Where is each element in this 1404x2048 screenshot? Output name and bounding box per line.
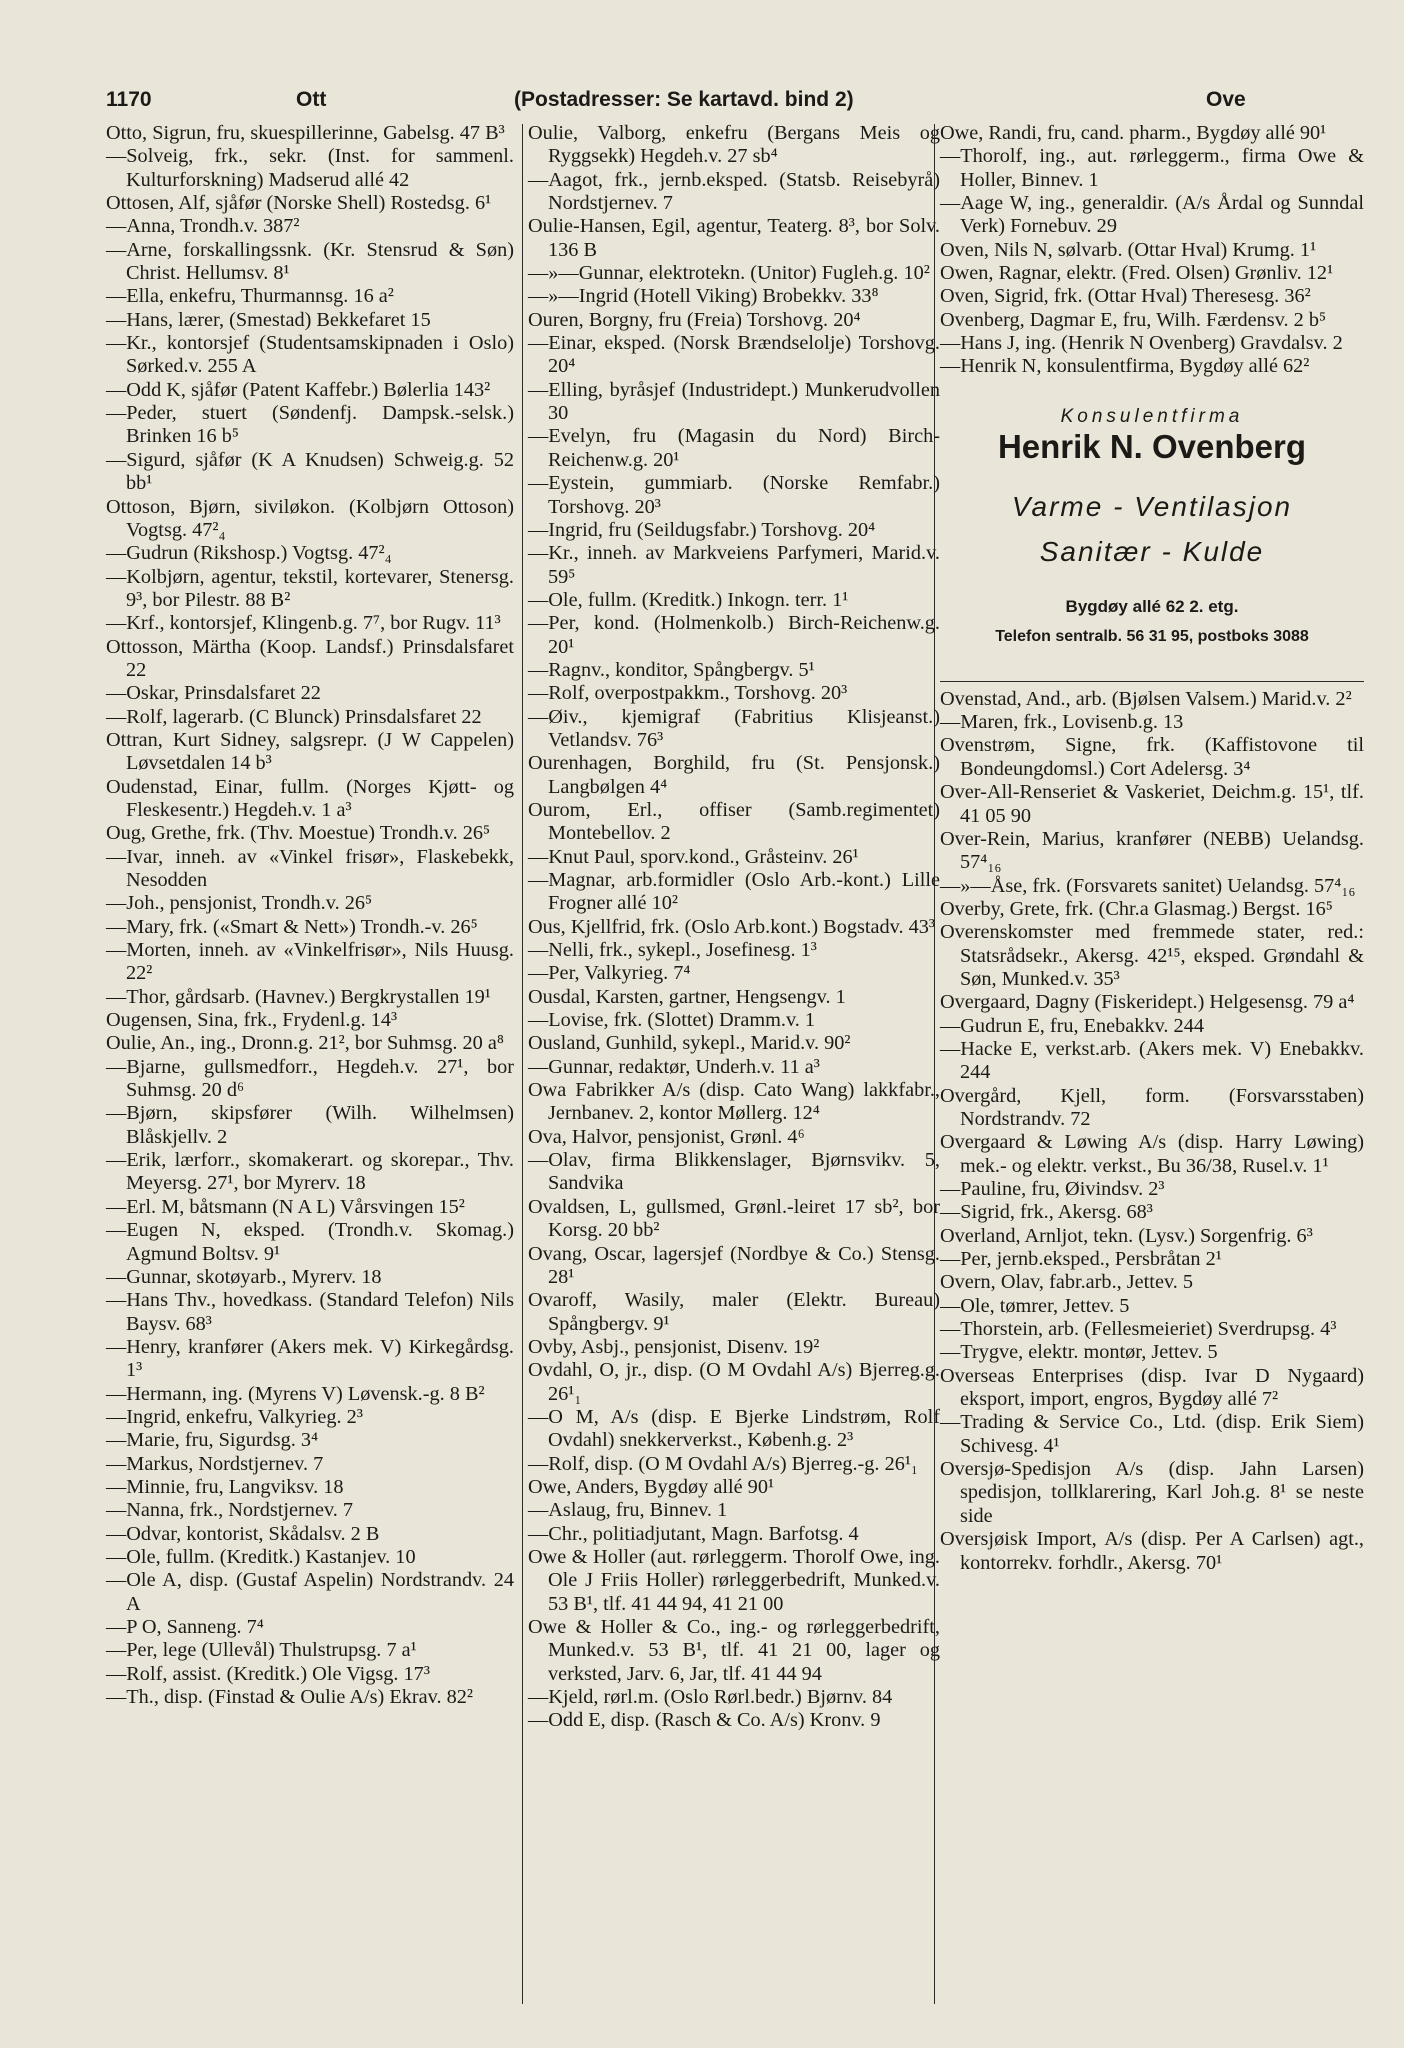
- directory-entry: —Ole, fullm. (Kreditk.) Kastanjev. 10: [106, 1545, 416, 1568]
- directory-entry: —Rolf, overpostpakkm., Torshovg. 20³: [528, 682, 848, 705]
- ad-company-name: Henrik N. Ovenberg: [997, 427, 1307, 465]
- directory-entry: —Eugen N, eksped. (Trondh.v. Skomag.) Agmund Boltsv. 9¹: [106, 1219, 514, 1265]
- directory-entry: —Ella, enkefru, Thurmannsg. 16 a²: [106, 285, 394, 308]
- directory-entry: —Aage W, ing., generaldir. (A/s Årdal og Sunndal Verk) Fornebuv. 29: [940, 192, 1364, 238]
- directory-entry: Oven, Nils N, sølvarb. (Ottar Hval) Krumg. 1¹: [940, 238, 1317, 261]
- directory-entry: —Kolbjørn, agentur, tekstil, kortevarer, Stenersg. 9³, bor Pilestr. 88 B²: [106, 565, 514, 611]
- directory-entry: Oven, Sigrid, frk. (Ottar Hval) Theresesg. 36²: [940, 285, 1311, 308]
- directory-entry: —Elling, byråsjef (Industridept.) Munkerudvollen 30: [528, 378, 940, 425]
- directory-entry: —Morten, inneh. av «Vinkelfrisør», Nils Huusg. 22²: [106, 939, 514, 985]
- directory-entry: Ous, Kjellfrid, frk. (Oslo Arb.kont.) Bogstadv. 43³: [528, 915, 935, 938]
- directory-entry: Ova, Halvor, pensjonist, Grønl. 4⁶: [528, 1125, 805, 1148]
- directory-entry: —P O, Sanneng. 7⁴: [106, 1616, 264, 1638]
- directory-entry: Oulie, An., ing., Dronn.g. 21², bor Suhmsg. 20 a⁸: [106, 1032, 504, 1055]
- directory-entry: —Knut Paul, sporv.kond., Gråsteinv. 26¹: [528, 845, 859, 868]
- directory-entry: —Eystein, gummiarb. (Norske Remfabr.) Torshovg. 20³: [528, 472, 940, 518]
- column-2: [528, 122, 940, 1733]
- header-note: (Postadresser: Se kartavd. bind 2): [514, 88, 854, 111]
- directory-entry: —Thorstein, arb. (Fellesmeieriet) Sverdrupsg. 4³: [940, 1318, 1337, 1341]
- directory-entry: —»—Ingrid (Hotell Viking) Brobekkv. 33⁸: [528, 285, 879, 308]
- directory-entry: —Rolf, lagerarb. (C Blunck) Prinsdalsfaret 22: [106, 705, 482, 728]
- directory-entry: —Joh., pensjonist, Trondh.v. 26⁵: [106, 892, 373, 915]
- directory-entry: —Kr., kontorsjef (Studentsamskipnaden i Oslo) Sørked.v. 255 A: [106, 332, 514, 378]
- directory-entry: Ovenstrøm, Signe, frk. (Kaffistovone til Bondeungdomsl.) Cort Adelersg. 3⁴: [940, 734, 1364, 780]
- directory-entry: Overby, Grete, frk. (Chr.a Glasmag.) Bergst. 16⁵: [940, 897, 1333, 920]
- entry-columns: [106, 122, 1374, 2022]
- directory-entry: —Per, kond. (Holmenkolb.) Birch-Reichenw.g. 20¹: [528, 612, 940, 658]
- directory-entry: —Kr., inneh. av Markveiens Parfymeri, Marid.v. 59⁵: [528, 542, 940, 588]
- directory-entry: Owen, Ragnar, elektr. (Fred. Olsen) Grønliv. 12¹: [940, 262, 1334, 285]
- column-3-bottom-entries: [940, 688, 1364, 1575]
- directory-entry: Overland, Arnljot, tekn. (Lysv.) Sorgenfrig. 6³: [940, 1224, 1313, 1247]
- directory-entry: —Sigrid, frk., Akersg. 68³: [940, 1201, 1153, 1224]
- ad-phone: Telefon sentralb. 56 31 95, postboks 3088: [995, 627, 1309, 645]
- directory-entry: —Erl. M, båtsmann (N A L) Vårsvingen 15²: [106, 1195, 465, 1218]
- directory-entry: —Thor, gårdsarb. (Havnev.) Bergkrystallen 19¹: [106, 985, 491, 1008]
- directory-entry: —Ingrid, enkefru, Valkyrieg. 2³: [106, 1405, 363, 1428]
- directory-entry: —Rolf, assist. (Kreditk.) Ole Vigsg. 17³: [106, 1662, 430, 1685]
- ad-services-line-1: Varme - Ventilasjon: [1011, 490, 1293, 522]
- directory-entry: Ovdahl, O, jr., disp. (O M Ovdahl A/s) Bjerreg.g. 26¹₁: [528, 1359, 940, 1405]
- directory-entry: —Lovise, frk. (Slottet) Dramm.v. 1: [528, 1009, 816, 1032]
- directory-entry: —Peder, stuert (Søndenfj. Dampsk.-selsk.) Brinken 16 b⁵: [106, 402, 514, 448]
- directory-entry: —Per, jernb.eksped., Persbråtan 2¹: [940, 1248, 1222, 1271]
- directory-entry: Overenskomster med fremmede stater, red.: Statsrådsekr., Akersg. 42¹⁵, eksped. Grøndahl & Søn, Munked.v. 35³: [940, 921, 1364, 990]
- directory-entry: Ovaroff, Wasily, maler (Elektr. Bureau) Spångbergv. 9¹: [528, 1289, 940, 1335]
- directory-entry: Over-All-Renseriet & Vaskeriet, Deichm.g. 15¹, tlf. 41 05 90: [940, 781, 1364, 827]
- directory-entry: —Gudrun E, fru, Enebakkv. 244: [940, 1014, 1204, 1037]
- directory-entry: Owe, Anders, Bygdøy allé 90¹: [528, 1475, 775, 1498]
- directory-entry: Overgård, Kjell, form. (Forsvarsstaben) Nordstrandv. 72: [940, 1084, 1364, 1130]
- directory-entry: Ottosson, Märtha (Koop. Landsf.) Prinsdalsfaret 22: [106, 635, 514, 681]
- directory-entry: Otto, Sigrun, fru, skuespillerinne, Gabelsg. 47 B³: [106, 122, 505, 144]
- directory-entry: —Marie, fru, Sigurdsg. 3⁴: [106, 1429, 319, 1452]
- directory-entry: —Chr., politiadjutant, Magn. Barfotsg. 4: [528, 1522, 859, 1545]
- directory-entry: —Hans J, ing. (Henrik N Ovenberg) Gravdalsv. 2: [940, 332, 1343, 355]
- directory-entry: —Ole, tømrer, Jettev. 5: [940, 1294, 1130, 1317]
- directory-entry: —O M, A/s (disp. E Bjerke Lindstrøm, Rolf Ovdahl) snekkerverkst., Københ.g. 2³: [528, 1405, 940, 1452]
- directory-entry: —Rolf, disp. (O M Ovdahl A/s) Bjerreg.-g. 26¹₁: [528, 1452, 919, 1475]
- directory-entry: —Øiv., kjemigraf (Fabritius Klisjeanst.) Vetlandsv. 76³: [528, 705, 940, 751]
- directory-entry: Oversjø-Spedisjon A/s (disp. Jahn Larsen) spedisjon, tollklarering, Karl Joh.g. 8¹ se neste side: [940, 1458, 1364, 1527]
- directory-entry: —Nanna, frk., Nordstjernev. 7: [106, 1499, 354, 1522]
- directory-entry: —Ivar, inneh. av «Vinkel frisør», Flaskebekk, Nesodden: [106, 845, 514, 891]
- directory-entry: —Oskar, Prinsdalsfaret 22: [106, 682, 321, 705]
- directory-entry: —Maren, frk., Lovisenb.g. 13: [940, 711, 1184, 734]
- directory-entry: Ousdal, Karsten, gartner, Hengsengv. 1: [528, 985, 846, 1008]
- directory-entry: Oulie-Hansen, Egil, agentur, Teaterg. 8³, bor Solv. 136 B: [528, 215, 940, 261]
- directory-entry: —Sigurd, sjåfør (K A Knudsen) Schweig.g. 52 bb¹: [106, 448, 514, 495]
- directory-entry: —Olav, firma Blikkenslager, Bjørnsvikv. 5, Sandvika: [528, 1149, 940, 1195]
- directory-entry: —Ingrid, fru (Seildugsfabr.) Torshovg. 20⁴: [528, 518, 876, 541]
- directory-entry: —Gunnar, redaktør, Underh.v. 11 a³: [528, 1055, 820, 1078]
- directory-entry: —Ole, fullm. (Kreditk.) Inkogn. terr. 1¹: [528, 588, 849, 611]
- directory-entry: Ovaldsen, L, gullsmed, Grønl.-leiret 17 sb², bor Korsg. 20 bb²: [528, 1195, 940, 1242]
- directory-entry: Ottran, Kurt Sidney, salgsrepr. (J W Cappelen) Løvsetdalen 14 b³: [106, 728, 514, 775]
- directory-entry: —Trading & Service Co., Ltd. (disp. Erik Siem) Schivesg. 4¹: [940, 1411, 1364, 1457]
- column-3-top-entries: [940, 122, 1364, 379]
- directory-entry: Ovang, Oscar, lagersjef (Nordbye & Co.) Stensg. 28¹: [528, 1242, 940, 1288]
- directory-entry: —Pauline, fru, Øivindsv. 2³: [940, 1178, 1165, 1200]
- directory-entry: Ousland, Gunhild, sykepl., Marid.v. 90²: [528, 1032, 851, 1055]
- directory-entry: —Markus, Nordstjernev. 7: [106, 1452, 324, 1475]
- column-divider: [522, 124, 523, 2004]
- directory-entry: —Einar, eksped. (Norsk Brændselolje) Torshovg. 20⁴: [528, 332, 940, 378]
- directory-entry: Owe, Randi, fru, cand. pharm., Bygdøy allé 90¹: [940, 122, 1327, 144]
- directory-entry: —Gunnar, skotøyarb., Myrerv. 18: [106, 1265, 382, 1288]
- directory-entry: —Ragnv., konditor, Spångbergv. 5¹: [528, 658, 815, 681]
- directory-entry: —Hans Thv., hovedkass. (Standard Telefon) Nils Baysv. 68³: [106, 1289, 514, 1335]
- directory-entry: —Th., disp. (Finstad & Oulie A/s) Ekrav. 82²: [106, 1686, 473, 1709]
- directory-entry: —Mary, frk. («Smart & Nett») Trondh.-v. 26⁵: [106, 915, 478, 938]
- directory-entry: —Erik, lærforr., skomakerart. og skorepar., Thv. Meyersg. 27¹, bor Myrerv. 18: [106, 1149, 514, 1195]
- directory-entry: —Odvar, kontorist, Skådalsv. 2 B: [106, 1522, 380, 1545]
- directory-entry: —Odd E, disp. (Rasch & Co. A/s) Kronv. 9: [528, 1709, 881, 1732]
- directory-entry: Ourenhagen, Borghild, fru (St. Pensjonsk.) Langbølgen 4⁴: [528, 752, 940, 798]
- ad-address: Bygdøy allé 62 2. etg.: [1065, 596, 1239, 616]
- directory-entry: —Ole A, disp. (Gustaf Aspelin) Nordstrandv. 24 A: [106, 1569, 514, 1615]
- directory-entry: —Henrik N, konsulentfirma, Bygdøy allé 62²: [940, 355, 1310, 378]
- directory-entry: Ovenberg, Dagmar E, fru, Wilh. Færdensv. 2 b⁵: [940, 308, 1327, 331]
- directory-entry: Overgaard & Løwing A/s (disp. Harry Løwing) mek.- og elektr. verkst., Bu 36/38, Rusel.v. 1¹: [940, 1131, 1364, 1177]
- page-number: 1170: [106, 88, 152, 111]
- directory-entry: —Per, Valkyrieg. 7⁴: [528, 962, 691, 985]
- directory-entry: —Kjeld, rørl.m. (Oslo Rørl.bedr.) Bjørnv. 84: [528, 1686, 893, 1709]
- directory-entry: —Thorolf, ing., aut. rørleggerm., firma Owe & Holler, Binnev. 1: [940, 145, 1364, 191]
- directory-entry: Owa Fabrikker A/s (disp. Cato Wang) lakkfabr., Jernbanev. 2, kontor Møllerg. 12⁴: [528, 1079, 940, 1125]
- directory-entry: Owe & Holler (aut. rørleggerm. Thorolf Owe, ing. Ole J Friis Holler) rørleggerbedrift, Munked.v. 53 B¹, tlf. 41 44 94, 41 21 00: [528, 1545, 940, 1615]
- directory-entry: Ougensen, Sina, frk., Frydenl.g. 14³: [106, 1009, 398, 1032]
- directory-entry: Oulie, Valborg, enkefru (Bergans Meis og Ryggsekk) Hegdeh.v. 27 sb⁴: [528, 122, 940, 168]
- directory-entry: Ovby, Asbj., pensjonist, Disenv. 19²: [528, 1335, 820, 1358]
- directory-entry: —Hans, lærer, (Smestad) Bekkefaret 15: [106, 308, 431, 331]
- column-1: [106, 122, 514, 1709]
- directory-entry: —Anna, Trondh.v. 387²: [106, 215, 300, 238]
- left-guide-word: Ott: [296, 88, 327, 111]
- directory-entry: Overgaard, Dagny (Fiskeridept.) Helgesensg. 79 a⁴: [940, 991, 1355, 1014]
- directory-entry: —Solveig, frk., sekr. (Inst. for sammenl. Kulturforskning) Madserud allé 42: [106, 145, 514, 191]
- directory-entry: —Henry, kranfører (Akers mek. V) Kirkegårdsg. 1³: [106, 1335, 514, 1382]
- directory-entry: Ouren, Borgny, fru (Freia) Torshovg. 20⁴: [528, 308, 861, 331]
- directory-entry: —Bjørn, skipsfører (Wilh. Wilhelmsen) Blåskjellv. 2: [106, 1102, 514, 1148]
- directory-entry: —»—Gunnar, elektrotekn. (Unitor) Fugleh.g. 10²: [528, 262, 930, 285]
- directory-entry: —Odd K, sjåfør (Patent Kaffebr.) Bølerlia 143²: [106, 378, 491, 401]
- directory-entry: —Evelyn, fru (Magasin du Nord) Birch-Reichenw.g. 20¹: [528, 425, 940, 471]
- advertisement-box: [940, 395, 1364, 682]
- directory-entry: —Gudrun (Rikshosp.) Vogtsg. 47²₄: [106, 542, 392, 565]
- directory-entry: Owe & Holler & Co., ing.- og rørleggerbedrift, Munked.v. 53 B¹, tlf. 41 21 00, lager og verksted, Jarv. 6, Jar, tlf. 41 44 94: [528, 1616, 940, 1685]
- directory-entry: —Bjarne, gullsmedforr., Hegdeh.v. 27¹, bor Suhmsg. 20 d⁶: [106, 1055, 514, 1102]
- directory-entry: —Nelli, frk., sykepl., Josefinesg. 1³: [528, 939, 817, 962]
- column-3: [940, 122, 1364, 1575]
- directory-entry: Ottosen, Alf, sjåfør (Norske Shell) Rostedsg. 6¹: [106, 192, 492, 215]
- directory-entry: Ourom, Erl., offiser (Samb.regimentet) Montebellov. 2: [528, 798, 940, 845]
- directory-entry: Ovenstad, And., arb. (Bjølsen Valsem.) Marid.v. 2²: [940, 687, 1352, 710]
- directory-entry: Ottoson, Bjørn, siviløkon. (Kolbjørn Ottoson) Vogtsg. 47²₄: [106, 495, 514, 541]
- directory-entry: —Per, lege (Ullevål) Thulstrupsg. 7 a¹: [106, 1639, 417, 1662]
- page-header: [106, 88, 1374, 122]
- directory-entry: —Minnie, fru, Langviksv. 18: [106, 1475, 344, 1498]
- directory-entry: Overn, Olav, fabr.arb., Jettev. 5: [940, 1271, 1194, 1294]
- directory-entry: —Aslaug, fru, Binnev. 1: [528, 1499, 728, 1522]
- directory-entry: —Hermann, ing. (Myrens V) Løvensk.-g. 8 B²: [106, 1382, 485, 1405]
- ad-services-line-2: Sanitær - Kulde: [1039, 535, 1265, 567]
- directory-entry: Oudenstad, Einar, fullm. (Norges Kjøtt- og Fleskesentr.) Hegdeh.v. 1 a³: [106, 775, 514, 821]
- right-guide-word: Ove: [1206, 88, 1246, 111]
- directory-entry: —Hacke E, verkst.arb. (Akers mek. V) Enebakkv. 244: [940, 1037, 1364, 1084]
- directory-entry: —Aagot, frk., jernb.eksped. (Statsb. Reisebyrå) Nordstjernev. 7: [528, 168, 940, 215]
- directory-entry: —Arne, forskallingssnk. (Kr. Stensrud & Søn) Christ. Hellumsv. 8¹: [106, 238, 514, 285]
- directory-entry: Oversjøisk Import, A/s (disp. Per A Carlsen) agt., kontorrekv. forhdlr., Akersg. 70¹: [940, 1528, 1364, 1574]
- directory-entry: —Magnar, arb.formidler (Oslo Arb.-kont.) Lille Frogner allé 10²: [528, 869, 940, 915]
- directory-entry: Overseas Enterprises (disp. Ivar D Nygaard) eksport, import, engros, Bygdøy allé 7²: [940, 1364, 1364, 1411]
- directory-entry: —Trygve, elektr. montør, Jettev. 5: [940, 1341, 1218, 1364]
- directory-entry: —»—Åse, frk. (Forsvarets sanitet) Uelandsg. 57⁴₁₆: [940, 874, 1356, 897]
- ad-category: Konsulentfirma: [1060, 405, 1244, 427]
- directory-entry: Over-Rein, Marius, kranfører (NEBB) Uelandsg. 57⁴₁₆: [940, 827, 1364, 874]
- directory-entry: —Krf., kontorsjef, Klingenb.g. 7⁷, bor Rugv. 11³: [106, 612, 501, 635]
- directory-entry: Oug, Grethe, frk. (Thv. Moestue) Trondh.v. 26⁵: [106, 822, 491, 845]
